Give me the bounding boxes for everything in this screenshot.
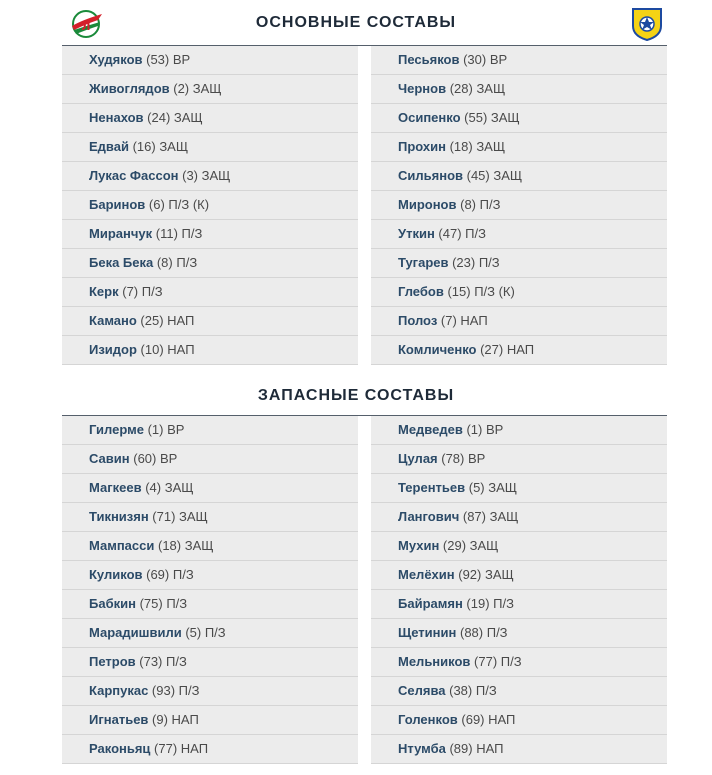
substitutes-home-player-row <box>62 619 358 648</box>
substitutes-home-player-row <box>62 735 358 764</box>
substitutes-away-player-row <box>371 735 667 764</box>
player-name-link[interactable]: Щетинин <box>398 625 457 640</box>
player-position: ЗАЩ <box>469 538 499 553</box>
player-name-link[interactable]: Игнатьев <box>89 712 149 727</box>
player-number: (88) <box>456 625 487 640</box>
player-position: ЗАЩ <box>484 567 514 582</box>
player-number: (29) <box>439 538 470 553</box>
player-position: П/З <box>166 654 187 669</box>
player-name-link[interactable]: Баринов <box>89 197 146 212</box>
player-number: (8) <box>456 197 480 212</box>
player-name-link[interactable]: Миранчук <box>89 226 153 241</box>
player-number: (47) <box>434 226 466 241</box>
starters-home-player-row <box>62 133 358 162</box>
starters-away-player-row <box>371 75 667 104</box>
player-number: (28) <box>446 81 477 96</box>
player-position: ВР <box>172 52 191 67</box>
player-number: (1) <box>462 422 486 437</box>
starters-header <box>0 0 712 46</box>
substitutes-away-player-row <box>371 619 667 648</box>
player-number: (73) <box>135 654 166 669</box>
starters-away-player-row <box>371 220 667 249</box>
starters-home-player-row <box>62 278 358 307</box>
player-number: (93) <box>148 683 179 698</box>
player-name-link[interactable]: Полоз <box>398 313 438 328</box>
player-name-link[interactable]: Прохин <box>398 139 446 154</box>
starters-home-player-row <box>62 307 358 336</box>
player-name-link[interactable]: Куликов <box>89 567 143 582</box>
player-position: ЗАЩ <box>476 81 506 96</box>
player-position: П/З <box>204 625 226 640</box>
player-name-link[interactable]: Гилерме <box>89 422 144 437</box>
player-position: П/З <box>479 197 501 212</box>
player-name-link[interactable]: Комличенко <box>398 342 477 357</box>
player-name-link[interactable]: Живоглядов <box>89 81 170 96</box>
player-name-link[interactable]: Изидор <box>89 342 137 357</box>
svg-text:Л: Л <box>81 20 91 33</box>
player-position: П/З <box>166 596 188 611</box>
player-name-link[interactable]: Раконьяц <box>89 741 151 756</box>
player-name-link[interactable]: Осипенко <box>398 110 461 125</box>
player-position: ВР <box>159 451 178 466</box>
player-position: НАП <box>506 342 535 357</box>
player-number: (38) <box>445 683 476 698</box>
player-name-link[interactable]: Тугарев <box>398 255 449 270</box>
player-name-link[interactable]: Бека Бека <box>89 255 154 270</box>
player-position: ЗАЩ <box>173 110 203 125</box>
player-position: ЗАЩ <box>476 139 506 154</box>
player-name-link[interactable]: Голенков <box>398 712 458 727</box>
starters-away-player-row <box>371 191 667 220</box>
player-number: (15) <box>443 284 475 299</box>
player-position: ЗАЩ <box>164 480 194 495</box>
player-position: ЗАЩ <box>159 139 189 154</box>
player-name-link[interactable]: Мелёхин <box>398 567 455 582</box>
player-position: ВР <box>485 422 504 437</box>
starters-away-player-row <box>371 278 667 307</box>
player-name-link[interactable]: Цулая <box>398 451 438 466</box>
player-position: П/З <box>500 654 522 669</box>
player-position: П/З <box>475 683 497 698</box>
player-number: (77) <box>150 741 181 756</box>
player-name-link[interactable]: Петров <box>89 654 136 669</box>
starters-away-player-row <box>371 307 667 336</box>
player-name-link[interactable]: Тикнизян <box>89 509 149 524</box>
player-number: (10) <box>136 342 168 357</box>
player-number: (53) <box>142 52 173 67</box>
player-number: (75) <box>135 596 167 611</box>
substitutes-away-player-row <box>371 706 667 735</box>
starters-home-player-row <box>62 191 358 220</box>
starters-home-player-row <box>62 46 358 75</box>
starters-home-player-row <box>62 249 358 278</box>
substitutes-home-list <box>62 416 358 764</box>
player-number: (3) <box>178 168 202 183</box>
substitutes-home-player-row <box>62 590 358 619</box>
player-position: НАП <box>460 313 488 328</box>
player-name-link[interactable]: Мампасси <box>89 538 155 553</box>
substitutes-away-player-row <box>371 503 667 532</box>
substitutes-home-player-row <box>62 648 358 677</box>
player-number: (6) <box>145 197 169 212</box>
player-number: (18) <box>445 139 477 154</box>
player-name-link[interactable]: Миронов <box>398 197 457 212</box>
substitutes-header <box>0 384 712 414</box>
starters-away-player-row <box>371 249 667 278</box>
player-number: (19) <box>462 596 494 611</box>
player-position: ЗАЩ <box>493 168 523 183</box>
player-number: (5) <box>465 480 489 495</box>
player-position: НАП <box>167 342 195 357</box>
substitutes-away-list <box>371 416 667 764</box>
substitutes-away-player-row <box>371 648 667 677</box>
substitutes-away-player-row <box>371 474 667 503</box>
player-position: ЗАЩ <box>179 509 208 524</box>
player-number: (71) <box>148 509 180 524</box>
player-number: (55) <box>460 110 491 125</box>
player-number: (23) <box>448 255 479 270</box>
player-number: (69) <box>142 567 173 582</box>
substitutes-away-player-row <box>371 590 667 619</box>
player-name-link[interactable]: Едвай <box>89 139 129 154</box>
player-position: ВР <box>167 422 185 437</box>
player-position: П/З <box>493 596 514 611</box>
player-position: ВР <box>467 451 486 466</box>
player-number: (4) <box>141 480 165 495</box>
player-number: (16) <box>128 139 160 154</box>
player-name-link[interactable]: Байрамян <box>398 596 463 611</box>
player-position: ЗАЩ <box>490 110 520 125</box>
starters-away-player-row <box>371 336 667 365</box>
substitutes-home-player-row <box>62 561 358 590</box>
player-position: НАП <box>476 741 504 756</box>
starters-away-list <box>371 46 667 365</box>
player-position: НАП <box>167 313 195 328</box>
player-number: (45) <box>463 168 494 183</box>
player-position: ВР <box>489 52 508 67</box>
player-name-link[interactable]: Чернов <box>398 81 447 96</box>
substitutes-home-player-row <box>62 503 358 532</box>
starters-away-player-row <box>371 133 667 162</box>
starters-home-player-row <box>62 336 358 365</box>
player-name-link[interactable]: Песьяков <box>398 52 460 67</box>
substitutes-home-player-row <box>62 445 358 474</box>
player-number: (8) <box>153 255 177 270</box>
substitutes-away-player-row <box>371 445 667 474</box>
player-position: НАП <box>171 712 199 727</box>
player-position: П/З <box>176 255 198 270</box>
player-number: (5) <box>181 625 205 640</box>
player-number: (87) <box>459 509 490 524</box>
player-name-link[interactable]: Ненахов <box>89 110 144 125</box>
player-position: П/З (К) <box>474 284 515 299</box>
substitutes-title: ЗАПАСНЫЕ СОСТАВЫ <box>257 387 455 404</box>
player-number: (7) <box>118 284 142 299</box>
substitutes-away-player-row <box>371 532 667 561</box>
player-number: (9) <box>148 712 172 727</box>
starters-home-player-row <box>62 162 358 191</box>
starters-away-player-row <box>371 46 667 75</box>
player-name-link[interactable]: Камано <box>89 313 137 328</box>
player-name-link[interactable]: Марадишвили <box>89 625 182 640</box>
player-number: (7) <box>437 313 461 328</box>
player-number: (69) <box>457 712 489 727</box>
rostov-logo-icon <box>629 6 665 42</box>
player-position: П/З <box>178 683 200 698</box>
player-number: (30) <box>459 52 490 67</box>
starters-home-player-row <box>62 75 358 104</box>
player-number: (2) <box>169 81 193 96</box>
player-name-link[interactable]: Керк <box>89 284 119 299</box>
player-name-link[interactable]: Терентьев <box>398 480 466 495</box>
player-number: (60) <box>129 451 160 466</box>
player-position: П/З <box>181 226 203 241</box>
player-name-link[interactable]: Лангович <box>398 509 460 524</box>
starters-home-player-row <box>62 104 358 133</box>
player-name-link[interactable]: Сильянов <box>398 168 463 183</box>
player-position: ЗАЩ <box>184 538 214 553</box>
player-name-link[interactable]: Карпукас <box>89 683 149 698</box>
player-number: (27) <box>476 342 507 357</box>
substitutes-home-player-row <box>62 706 358 735</box>
substitutes-away-player-row <box>371 677 667 706</box>
player-name-link[interactable]: Медведев <box>398 422 463 437</box>
player-position: П/З <box>172 567 194 582</box>
player-number: (78) <box>437 451 468 466</box>
starters-home-list <box>62 46 358 365</box>
player-number: (89) <box>445 741 477 756</box>
player-number: (1) <box>143 422 168 437</box>
player-position: ЗАЩ <box>201 168 231 183</box>
player-name-link[interactable]: Мельников <box>398 654 471 669</box>
substitutes-away-player-row <box>371 416 667 445</box>
player-position: П/З (К) <box>168 197 210 212</box>
player-number: (18) <box>154 538 185 553</box>
player-name-link[interactable]: Нтумба <box>398 741 446 756</box>
starters-away-player-row <box>371 162 667 191</box>
player-name-link[interactable]: Савин <box>89 451 130 466</box>
player-number: (92) <box>454 567 485 582</box>
player-name-link[interactable]: Магкеев <box>89 480 142 495</box>
player-position: ЗАЩ <box>488 480 517 495</box>
player-number: (11) <box>152 226 182 241</box>
player-name-link[interactable]: Уткин <box>398 226 435 241</box>
substitutes-home-player-row <box>62 532 358 561</box>
player-name-link[interactable]: Худяков <box>89 52 143 67</box>
player-position: П/З <box>486 625 508 640</box>
player-name-link[interactable]: Глебов <box>398 284 444 299</box>
starters-home-player-row <box>62 220 358 249</box>
substitutes-home-player-row <box>62 677 358 706</box>
player-position: ЗАЩ <box>192 81 222 96</box>
player-position: НАП <box>488 712 516 727</box>
player-position: НАП <box>180 741 209 756</box>
player-name-link[interactable]: Лукас Фассон <box>89 168 179 183</box>
player-position: П/З <box>141 284 163 299</box>
player-name-link[interactable]: Мухин <box>398 538 440 553</box>
player-position: П/З <box>465 226 486 241</box>
substitutes-home-player-row <box>62 416 358 445</box>
player-name-link[interactable]: Селява <box>398 683 446 698</box>
player-position: ЗАЩ <box>489 509 519 524</box>
starters-title: ОСНОВНЫЕ СОСТАВЫ <box>255 14 457 31</box>
player-number: (77) <box>470 654 501 669</box>
starters-away-player-row <box>371 104 667 133</box>
substitutes-away-player-row <box>371 561 667 590</box>
player-number: (25) <box>136 313 168 328</box>
player-position: П/З <box>478 255 500 270</box>
substitutes-home-player-row <box>62 474 358 503</box>
player-name-link[interactable]: Бабкин <box>89 596 136 611</box>
player-number: (24) <box>143 110 174 125</box>
